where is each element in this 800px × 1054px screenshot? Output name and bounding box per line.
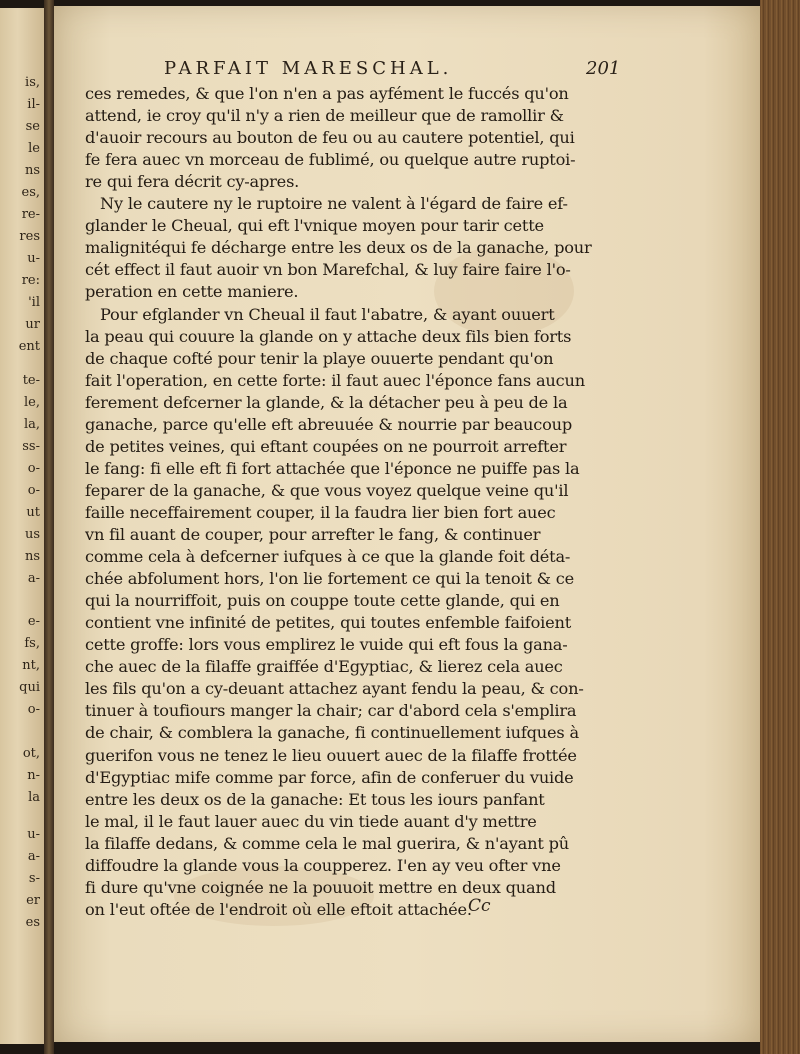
left-page-text-fragment: 'il: [28, 295, 40, 310]
text-line: on l'eut oftée de l'endroit où elle eftoit attachée.: [85, 899, 472, 919]
left-page-text-fragment: es: [25, 915, 40, 930]
page-number: 201: [586, 58, 621, 79]
book-page: [54, 6, 760, 1042]
left-page-text-fragment: la: [28, 790, 40, 805]
signature-mark: Cc: [468, 896, 491, 916]
text-line: Ny le cautere ny le ruptoire ne valent à l'égard de faire ef-: [100, 194, 568, 214]
left-page-text-fragment: ot,: [22, 746, 40, 761]
text-line: le mal, il le faut lauer auec du vin tiede auant d'y mettre: [85, 811, 537, 831]
left-page-text-fragment: is,: [25, 75, 40, 90]
left-page-text-fragment: la,: [23, 417, 40, 432]
text-line: ces remedes, & que l'on n'en a pas ayfément le fuccés qu'on: [85, 84, 569, 103]
text-line: fait l'operation, en cette forte: il faut auec l'éponce fans aucun: [85, 370, 585, 390]
left-page-text-fragment: ns: [24, 549, 40, 564]
left-page-text-fragment: il-: [27, 97, 40, 112]
text-line: re qui fera décrit cy-apres.: [85, 172, 300, 192]
left-page-text-fragment: e-: [27, 614, 40, 629]
text-line: malignitéqui fe décharge entre les deux os de la ganache, pour: [85, 238, 592, 258]
left-page-text-fragment: us: [24, 527, 40, 542]
left-page-text-fragment: re-: [21, 207, 40, 222]
left-page-text-fragment: fs,: [24, 636, 40, 651]
left-page-text-fragment: u-: [27, 827, 40, 842]
left-page-text-fragment: se: [25, 119, 40, 134]
text-line: che auec de la filaffe graiffée d'Egyptiac, & lierez cela auec: [85, 657, 563, 677]
text-line: ganache, parce qu'elle eft abreuuée & nourrie par beaucoup: [85, 414, 573, 434]
left-page-text-fragment: re:: [21, 273, 40, 288]
left-page-text-fragment: nt,: [22, 658, 40, 673]
text-line: peration en cette maniere.: [85, 282, 299, 302]
text-line: les fils qu'on a cy-deuant attachez ayant fendu la peau, & con-: [85, 679, 584, 699]
left-page-text-fragment: n-: [27, 768, 40, 783]
text-line: d'auoir recours au bouton de feu ou au cautere potentiel, qui: [85, 128, 575, 148]
text-line: la filaffe dedans, & comme cela le mal guerira, & n'ayant pû: [85, 833, 569, 853]
text-line: diffoudre la glande vous la coupperez. I'en ay veu ofter vne: [85, 855, 561, 875]
text-line: guerifon vous ne tenez le lieu ouuert auec de la filaffe frottée: [85, 745, 577, 765]
left-page-text-fragment: le: [28, 141, 40, 156]
left-page-text-fragment: u-: [27, 251, 40, 266]
text-line: vn fil auant de couper, pour arrefter le fang, & continuer: [85, 525, 541, 544]
text-line: chée abfolument hors, l'on lie fortement ce qui la tenoit & ce: [85, 569, 575, 589]
text-line: tinuer à toufiours manger la chair; car d'abord cela s'emplira: [85, 701, 577, 721]
text-line: faille neceffairement couper, il la faudra lier bien fort auec: [85, 502, 556, 522]
left-page-text-fragment: ns: [24, 163, 40, 178]
text-line: de petites veines, qui eftant coupées on ne pourroit arrefter: [85, 436, 567, 456]
left-page-text-fragment: o-: [27, 483, 40, 498]
page-edges: [760, 0, 800, 1054]
text-line: la peau qui couure la glande on y attache deux fils bien forts: [85, 326, 572, 346]
left-page-text-fragment: s-: [28, 871, 40, 886]
text-line: cette groffe: lors vous emplirez le vuide qui eft fous la gana-: [85, 635, 568, 655]
left-page-text-fragment: a-: [27, 571, 40, 586]
left-page-text-fragment: ent: [18, 339, 40, 354]
left-page-text-fragment: res: [19, 229, 40, 244]
left-page-text-fragment: ss-: [22, 439, 40, 454]
left-page-text-fragment: a-: [27, 849, 40, 864]
left-page-text-fragment: es,: [21, 185, 40, 200]
left-page-text-fragment: te-: [22, 373, 40, 388]
text-line: le fang: fi elle eft fi fort attachée que l'éponce ne puiffe pas la: [85, 458, 580, 478]
text-line: comme cela à defcerner iufques à ce que la glande foit déta-: [85, 547, 571, 567]
text-line: de chaque cofté pour tenir la playe ouuerte pendant qu'on: [85, 348, 554, 368]
left-page-text-fragment: le,: [24, 395, 40, 410]
text-line: entre les deux os de la ganache: Et tous les iours panfant: [85, 789, 545, 809]
left-page-text-fragment: ut: [26, 505, 40, 520]
text-line: attend, ie croy qu'il n'y a rien de meilleur que de ramollir &: [85, 106, 564, 126]
text-line: glander le Cheual, qui eft l'vnique moyen pour tarir cette: [85, 216, 544, 236]
left-page-text-fragment: o-: [27, 702, 40, 717]
text-line: de chair, & comblera la ganache, fi continuellement iufques à: [85, 723, 579, 743]
text-line: fe fera auec vn morceau de fublimé, ou quelque autre ruptoi-: [85, 150, 576, 170]
text-line: ferement defcerner la glande, & la détacher peu à peu de la: [85, 392, 568, 412]
left-page-text-fragment: ur: [25, 317, 40, 332]
left-page-text-fragment: qui: [19, 680, 40, 695]
text-line: Pour efglander vn Cheual il faut l'abatre, & ayant ouuert: [100, 304, 555, 324]
book-gutter: [44, 0, 54, 1054]
left-page-text-fragment: o-: [27, 461, 40, 476]
text-line: cét effect il faut auoir vn bon Marefchal, & luy faire faire l'o-: [85, 260, 571, 280]
text-line: fi dure qu'vne coignée ne la pouuoit mettre en deux quand: [85, 877, 556, 897]
left-page-edge: [0, 8, 46, 1044]
text-line: qui la nourriffoit, puis on couppe toute cette glande, qui en: [85, 591, 560, 611]
running-head: PARFAIT MARESCHAL.: [164, 58, 453, 79]
text-line: d'Egyptiac mife comme par force, afin de conferuer du vuide: [85, 767, 574, 787]
left-page-text-fragment: er: [26, 893, 40, 908]
text-line: feparer de la ganache, & que vous voyez quelque veine qu'il: [85, 480, 569, 500]
text-line: contient vne infinité de petites, qui toutes enfemble faifoient: [85, 613, 572, 633]
